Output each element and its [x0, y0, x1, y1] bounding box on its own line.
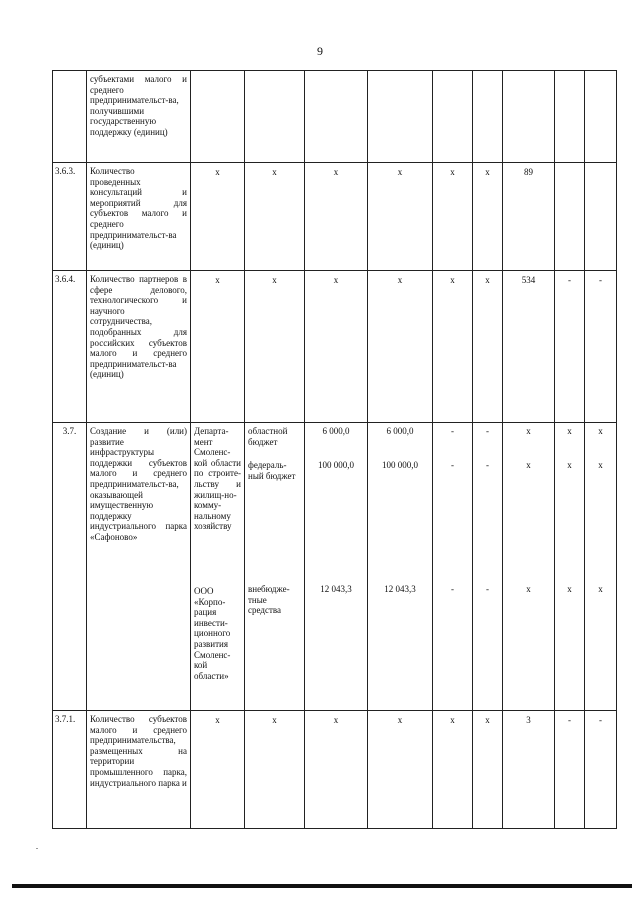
scan-speck	[36, 848, 38, 849]
table-cell	[503, 71, 555, 163]
table-cell: x	[191, 163, 245, 271]
table-row	[53, 71, 617, 163]
indicator3-cell	[585, 423, 617, 711]
table-cell: -	[585, 711, 617, 829]
indicator-value: x	[598, 426, 603, 436]
table-cell: x	[368, 271, 433, 423]
table-cell: x	[305, 163, 368, 271]
table-cell	[473, 71, 503, 163]
source-label: областной бюджет	[248, 426, 288, 447]
table-cell	[585, 163, 617, 271]
table-cell	[368, 71, 433, 163]
table-cell: x	[473, 163, 503, 271]
page-number: 9	[317, 44, 323, 58]
indicator1-cell	[503, 423, 555, 711]
table-row	[53, 163, 617, 271]
source-label: внебюдже-тные средства	[248, 584, 290, 616]
table-cell: x	[433, 271, 473, 423]
amount-value: -	[451, 426, 454, 436]
table-cell: x	[191, 271, 245, 423]
page-bottom-rule	[12, 884, 632, 888]
indicator-value: x	[567, 584, 572, 594]
executor-corporation: ООО «Корпо-рация инвести-ционного развития Смоленс-кой области»	[194, 586, 231, 681]
table-cell	[555, 71, 585, 163]
indicator-value: x	[598, 460, 603, 470]
table-row	[53, 711, 617, 829]
indicator2-cell	[555, 423, 585, 711]
table-cell: -	[555, 711, 585, 829]
amount-value: 6 000,0	[386, 426, 414, 436]
table-cell	[245, 71, 305, 163]
program-table	[52, 70, 617, 829]
row-number: 3.6.3.	[53, 163, 87, 271]
indicator-value: x	[567, 426, 572, 436]
amount-value: 100 000,0	[382, 460, 418, 470]
indicator-value: x	[567, 460, 572, 470]
executor-cell	[191, 423, 245, 711]
row-name: Создание и (или) развитие инфраструктуры поддержки субъектов малого и среднего предпринимательст-ва, оказывающей имущественную поддержку индустриального парка «Сафоново»	[87, 423, 191, 711]
indicator-value: x	[526, 584, 531, 594]
amount-value: -	[486, 460, 489, 470]
indicator-value: x	[598, 584, 603, 594]
table-cell	[305, 71, 368, 163]
amount-value: 12 043,3	[384, 584, 416, 594]
table-cell: -	[585, 271, 617, 423]
row-number: 3.6.4.	[53, 271, 87, 423]
amount-value: 12 043,3	[320, 584, 352, 594]
year3-cell	[473, 423, 503, 711]
amount-value: -	[486, 584, 489, 594]
table-cell: 534	[503, 271, 555, 423]
table-cell: x	[191, 711, 245, 829]
amount-value: -	[451, 584, 454, 594]
table-cell: x	[368, 163, 433, 271]
amount-value: 100 000,0	[318, 460, 354, 470]
source-label: федераль-ный бюджет	[248, 460, 296, 481]
table-cell: x	[368, 711, 433, 829]
row-number: 3.7.	[53, 423, 87, 711]
table-cell	[433, 71, 473, 163]
funding-source-cell	[245, 423, 305, 711]
year2-cell	[433, 423, 473, 711]
table-row	[53, 423, 617, 711]
table-cell: x	[305, 271, 368, 423]
indicator-value: x	[526, 460, 531, 470]
table-cell: x	[245, 711, 305, 829]
total-cell	[305, 423, 368, 711]
table-cell: 89	[503, 163, 555, 271]
amount-value: -	[486, 426, 489, 436]
table-cell: x	[433, 163, 473, 271]
table-cell: x	[433, 711, 473, 829]
table-cell	[191, 71, 245, 163]
table-cell: -	[555, 271, 585, 423]
table-cell	[585, 71, 617, 163]
executor-department: Департа-мент Смоленс-кой области по строите-льству и жилищ-но-комму-нальному хозяйству	[194, 426, 241, 532]
table-cell: x	[305, 711, 368, 829]
row-name: Количество партнеров в сфере делового, технологического и научного сотрудничества, подобранных для российских субъектов малого и среднего предпринимательст-ва (единиц)	[87, 271, 191, 423]
table-row	[53, 271, 617, 423]
table-cell: x	[473, 271, 503, 423]
table-cell: x	[245, 271, 305, 423]
row-number	[53, 71, 87, 163]
amount-value: -	[451, 460, 454, 470]
table-cell: x	[473, 711, 503, 829]
amount-value: 6 000,0	[322, 426, 350, 436]
table-cell: 3	[503, 711, 555, 829]
row-name: Количество проведенных консультаций и мероприятий для субъектов малого и среднего предпринимательст-ва (единиц)	[87, 163, 191, 271]
table-cell: x	[245, 163, 305, 271]
row-name: субъектами малого и среднего предпринимательст-ва, получившими государственную поддержку (единиц)	[87, 71, 191, 163]
indicator-value: x	[526, 426, 531, 436]
table-cell	[555, 163, 585, 271]
row-number: 3.7.1.	[53, 711, 87, 829]
row-name: Количество субъектов малого и среднего предпринимательства, размещенных на территории промышленного парка, индустриального парка и	[87, 711, 191, 829]
year1-cell	[368, 423, 433, 711]
